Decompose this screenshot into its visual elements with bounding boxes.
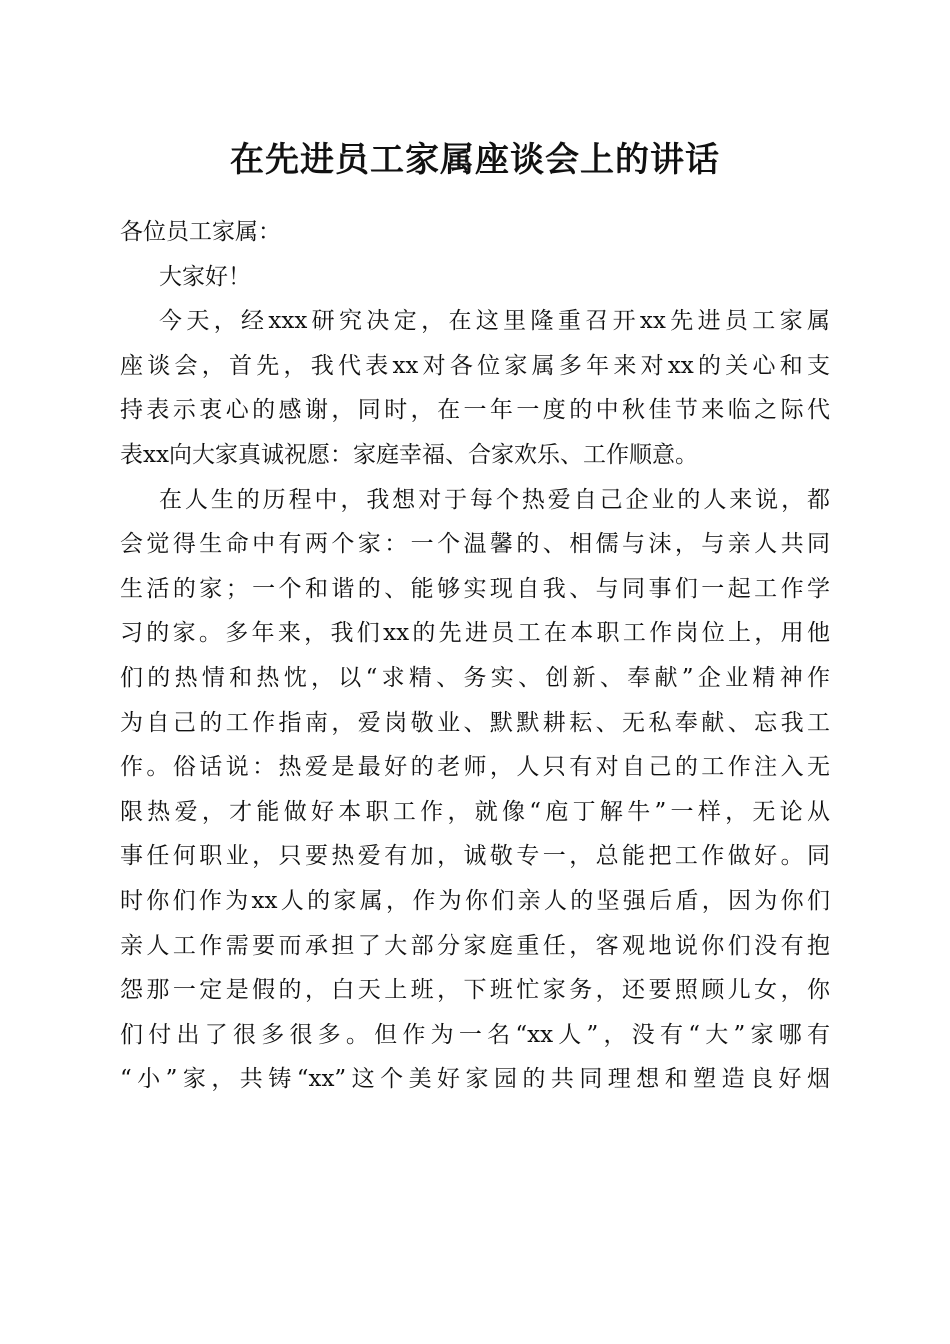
paragraph-line: 习的家。多年来，我们xx的先进员工在本职工作岗位上，用他 [120, 620, 830, 647]
paragraph-line: 今天，经xxx研究决定，在这里隆重召开xx先进员工家属 [159, 308, 830, 335]
paragraph-1 [120, 299, 830, 477]
paragraph-line: 持表示衷心的感谢，同时，在一年一度的中秋佳节来临之际代 [120, 397, 830, 424]
salutation: 各位员工家属： [120, 219, 281, 245]
paragraph-line: 们的热情和热忱，以“求精、务实、创新、奉献”企业精神作 [120, 664, 830, 691]
document-body [120, 210, 830, 1102]
paragraph-line: 为自己的工作指南，爱岗敬业、默默耕耘、无私奉献、忘我工 [120, 709, 830, 736]
paragraph-line: 生活的家；一个和谐的、能够实现自我、与同事们一起工作学 [120, 575, 830, 602]
paragraph-line: 亲人工作需要而承担了大部分家庭重任，客观地说你们没有抱 [120, 932, 830, 959]
paragraph-2 [120, 478, 830, 1102]
greeting: 大家好！ [159, 263, 251, 290]
paragraph-line: “小”家，共铸“xx”这个美好家园的共同理想和塑造良好烟 [120, 1066, 830, 1093]
paragraph-line: 们付出了很多很多。但作为一名“xx人”，没有“大”家哪有 [120, 1021, 830, 1048]
paragraph-line: 事任何职业，只要热爱有加，诚敬专一，总能把工作做好。同 [120, 843, 830, 870]
document-title: 在先进员工家属座谈会上的讲话 [230, 140, 720, 180]
paragraph-line: 在人生的历程中，我想对于每个热爱自己企业的人来说，都 [159, 486, 830, 513]
paragraph-line: 怨那一定是假的，白天上班，下班忙家务，还要照顾儿女，你 [120, 977, 830, 1004]
paragraph-line: 时你们作为xx人的家属，作为你们亲人的坚强后盾，因为你们 [120, 887, 830, 914]
paragraph-line: 限热爱，才能做好本职工作，就像“庖丁解牛”一样，无论从 [120, 798, 830, 825]
paragraph-line: 座谈会，首先，我代表xx对各位家属多年来对xx的关心和支 [120, 352, 830, 379]
paragraph-line: 表xx向大家真诚祝愿：家庭幸福、合家欢乐、工作顺意。 [120, 441, 698, 468]
paragraph-line: 会觉得生命中有两个家：一个温馨的、相儒与沫，与亲人共同 [120, 531, 830, 558]
paragraph-line: 作。俗话说：热爱是最好的老师，人只有对自己的工作注入无 [120, 754, 830, 781]
